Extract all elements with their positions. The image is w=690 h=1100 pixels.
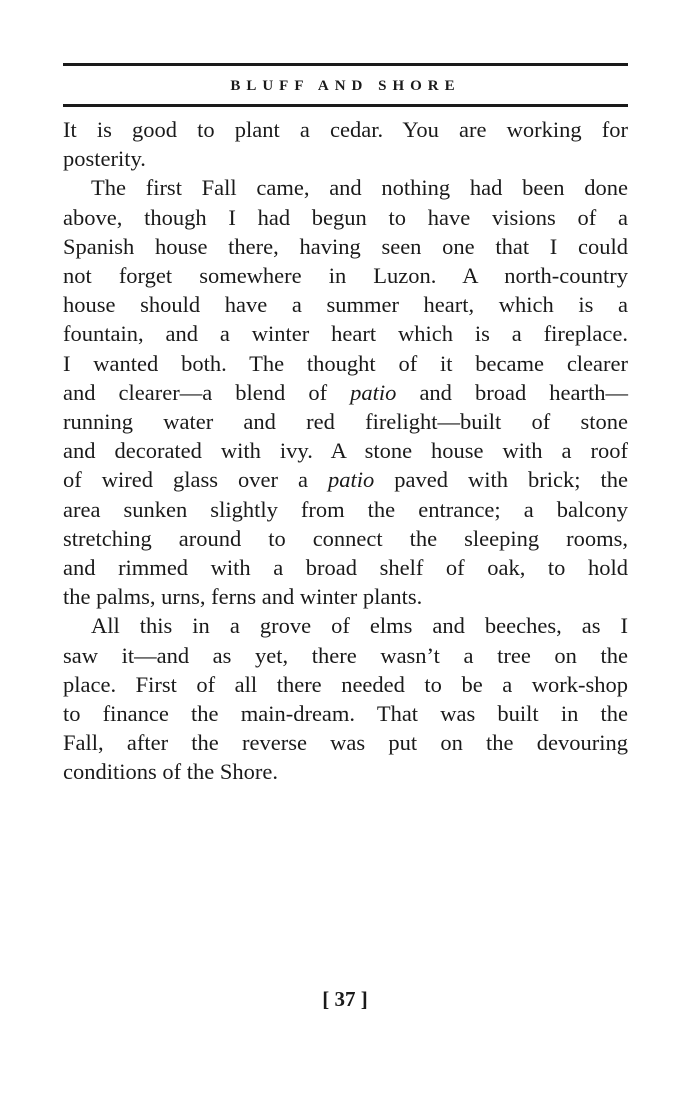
text-line: saw it—and as yet, there wasn’t a tree on the [63,642,628,668]
text-line: running water and red firelight—built of stone [63,409,628,435]
text-line: and rimmed with a broad shelf of oak, to hold [63,555,628,581]
text-segment: of wired glass over a [63,467,328,493]
text-line: fountain, and a winter heart which is a fireplace. [63,321,628,347]
page-body [63,115,628,787]
text-line: conditions of the Shore. [63,759,278,785]
text-line: not forget somewhere in Luzon. A north-country [63,263,628,289]
text-line: It is good to plant a cedar. You are working for [63,117,628,142]
text-line-mixed [63,465,628,494]
text-segment: paved with brick; the [374,467,628,493]
text-line: to finance the main-dream. That was built in the [63,701,628,727]
italic-term: patio [327,467,375,493]
text-line: above, though I had begun to have visions of a [63,204,628,230]
paragraph-3 [63,611,628,786]
running-head: BLUFF AND SHORE [230,78,461,94]
paragraph-1 [63,115,628,173]
text-line-mixed [63,378,628,407]
text-line: Spanish house there, having seen one that I could [63,233,628,259]
page-number: [ 37 ] [322,987,368,1011]
italic-term: patio [350,379,397,405]
paragraph-2 [63,173,628,611]
text-line: and decorated with ivy. A stone house with a roof [63,438,628,464]
text-line: I wanted both. The thought of it became clearer [63,350,628,376]
text-line: The first Fall came, and nothing had been done [91,175,628,201]
text-line: Fall, after the reverse was put on the devouring [63,730,628,756]
text-line: place. First of all there needed to be a work-shop [63,671,628,697]
text-line: stretching around to connect the sleeping rooms, [63,525,628,551]
text-segment: and broad hearth— [396,379,628,405]
text-line: posterity. [63,146,146,172]
text-line: area sunken slightly from the entrance; a balcony [63,496,628,522]
header-rule-bottom [63,104,628,107]
text-line: All this in a grove of elms and beeches, as I [91,613,628,639]
text-line: the palms, urns, ferns and winter plants. [63,584,423,610]
text-segment: and clearer—a blend of [63,379,351,405]
text-line: house should have a summer heart, which is a [63,292,628,318]
header-rule-top [63,63,628,66]
